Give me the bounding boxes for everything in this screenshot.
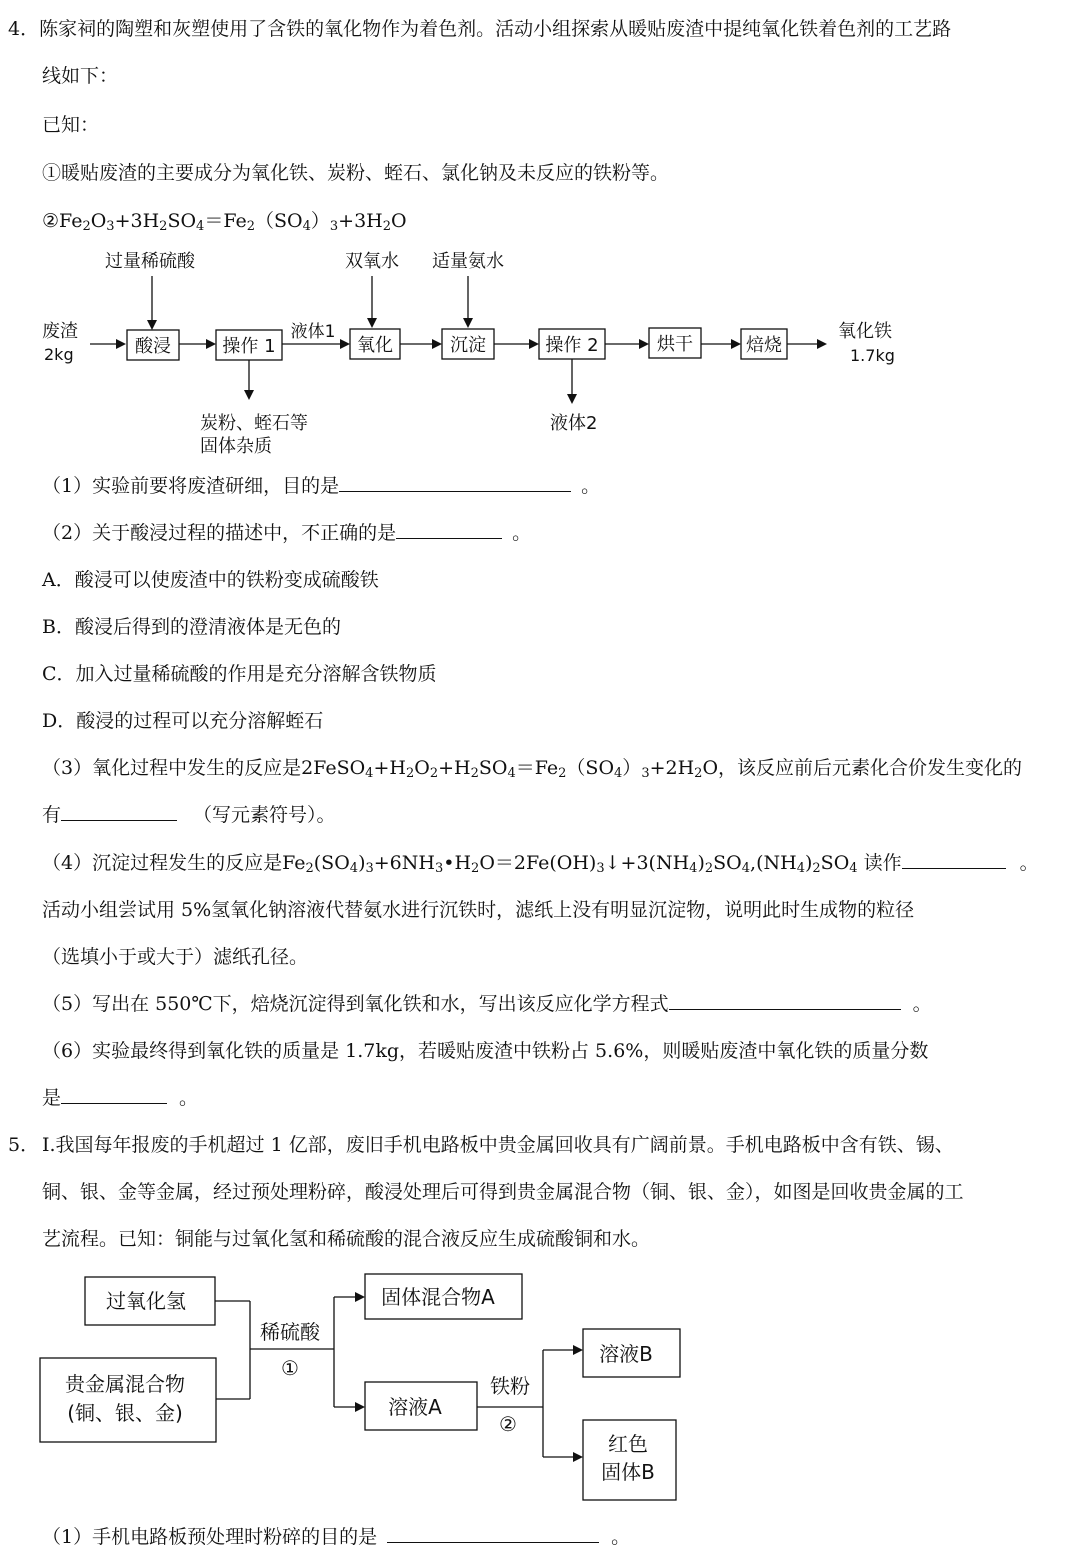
q4-reagent-ammonia: 适量氨水 bbox=[432, 251, 504, 272]
q4-intro-line2: 线如下： bbox=[42, 65, 119, 87]
q4-step-op1: 操作 1 bbox=[222, 336, 276, 357]
q4-output-mass: 1.7kg bbox=[850, 346, 895, 365]
q4-step-precipitation: 沉淀 bbox=[450, 335, 486, 356]
q5-box-solution-a-label: 溶液A bbox=[388, 1395, 442, 1419]
q4-known-2 bbox=[42, 208, 407, 234]
q4-part5-end: 。 bbox=[912, 993, 932, 1015]
q4-part5 bbox=[42, 991, 932, 1017]
q4-part1 bbox=[42, 473, 600, 499]
q4-part4-line3: （选填小于或大于）滤纸孔径。 bbox=[42, 946, 309, 968]
q4-part3-equation: $2FeSO_4+H_2O_2+H_2SO_4=Fe_2(SO_4)_3+2H_2O$ bbox=[301, 757, 719, 781]
q4-input-label: 废渣 bbox=[42, 321, 78, 342]
q5-box-solid-b-line2: 固体B bbox=[601, 1460, 655, 1484]
q4-part4-answer-blank[interactable] bbox=[902, 850, 1006, 869]
q4-part3-line2 bbox=[42, 802, 336, 828]
q4-reagent-acid: 过量稀硫酸 bbox=[105, 251, 195, 272]
q4-step-dry: 烘干 bbox=[657, 334, 693, 355]
q4-part4-line2: 活动小组尝试用 5%氢氧化钠溶液代替氨水进行沉铁时，滤纸上没有明显沉淀物，说明此时生成物的粒径 bbox=[42, 899, 915, 921]
q4-byproduct2: 液体2 bbox=[550, 413, 598, 434]
q4-known-label: 已知： bbox=[42, 114, 100, 136]
q4-part3-prefix: （3）氧化过程中发生的反应是 bbox=[42, 757, 302, 779]
q4-reagent-h2o2: 双氧水 bbox=[345, 251, 399, 272]
q4-part6-answer-blank[interactable] bbox=[61, 1085, 167, 1104]
q4-part4-line1 bbox=[42, 850, 1039, 876]
q4-part1-end: 。 bbox=[581, 475, 601, 497]
q4-part6-line2 bbox=[42, 1085, 198, 1111]
q4-part3-end: （写元素符号）。 bbox=[193, 804, 336, 826]
q5-flow-diagram bbox=[0, 1265, 1080, 1525]
q4-part2-answer-blank[interactable] bbox=[396, 520, 502, 539]
q5-box-solid-b-line1: 红色 bbox=[608, 1432, 648, 1456]
q4-part4-prefix: （4）沉淀过程发生的反应是 bbox=[42, 852, 283, 874]
q4-part6-line1: （6）实验最终得到氧化铁的质量是 1.7kg，若暖贴废渣中铁粉占 5.6%，则暖贴废渣中氧化铁的质量分数 bbox=[42, 1040, 929, 1062]
q5-part1-answer-blank[interactable] bbox=[387, 1524, 599, 1543]
q5-reagent-iron: 铁粉 bbox=[490, 1374, 530, 1398]
q4-step-acid-leach: 酸浸 bbox=[135, 336, 171, 357]
q5-box-solution-b-label: 溶液B bbox=[599, 1342, 653, 1366]
q5-box-solid-a-label: 固体混合物A bbox=[381, 1285, 495, 1309]
q5-box-metals-line1: 贵金属混合物 bbox=[65, 1372, 185, 1396]
q4-byproduct1-line2: 固体杂质 bbox=[200, 436, 272, 457]
q5-part1-text: （1）手机电路板预处理时粉碎的目的是 bbox=[42, 1526, 378, 1548]
q4-part2-end: 。 bbox=[512, 522, 532, 544]
q5-number: 5． bbox=[8, 1134, 40, 1156]
q4-part3-suffix: ，该反应前后元素化合价发生变化的 bbox=[718, 757, 1023, 779]
q4-part2-text: （2）关于酸浸过程的描述中，不正确的是 bbox=[42, 522, 397, 544]
q4-part2 bbox=[42, 520, 531, 546]
q4-option-b: B．酸浸后得到的澄清液体是无色的 bbox=[42, 616, 341, 638]
q4-step-roast: 焙烧 bbox=[746, 335, 782, 356]
q5-intro-line3: 艺流程。已知：铜能与过氧化氢和稀硫酸的混合液反应生成硫酸铜和水。 bbox=[42, 1228, 651, 1250]
q5-box-metals bbox=[40, 1358, 216, 1442]
q5-box-h2o2-label: 过氧化氢 bbox=[106, 1289, 186, 1313]
q4-part5-answer-blank[interactable] bbox=[669, 991, 901, 1010]
q5-part1-end: 。 bbox=[611, 1526, 631, 1548]
q4-part4-mid: 读作 bbox=[863, 852, 902, 874]
q5-intro-line2: 铜、银、金等金属，经过预处理粉碎，酸浸处理后可得到贵金属混合物（铜、银、金），如图是回收贵金属的工 bbox=[42, 1181, 964, 1203]
q4-input-mass: 2kg bbox=[44, 345, 74, 364]
q4-intro-text1: 陈家祠的陶塑和灰塑使用了含铁的氧化物作为着色剂。活动小组探索从暖贴废渣中提纯氧化铁着色剂的工艺路 bbox=[39, 18, 952, 40]
q4-part5-text: （5）写出在 550℃下，焙烧沉淀得到氧化铁和水，写出该反应化学方程式 bbox=[42, 993, 669, 1015]
q4-intro-line1 bbox=[8, 16, 951, 42]
q4-flow-diagram bbox=[0, 240, 1080, 460]
q5-step1-marker: ① bbox=[281, 1356, 299, 1380]
q4-option-a: A．酸浸可以使废渣中的铁粉变成硫酸铁 bbox=[42, 569, 379, 591]
q4-part3-start: 有 bbox=[42, 804, 62, 826]
q4-number: 4． bbox=[8, 18, 40, 40]
q4-part6-end: 。 bbox=[179, 1087, 199, 1109]
q5-intro-text1: Ⅰ.我国每年报废的手机超过 1 亿部，废旧手机电路板中贵金属回收具有广阔前景。手机电路板中含有铁、锡、 bbox=[42, 1134, 954, 1156]
q4-step-oxidation: 氧化 bbox=[357, 335, 393, 356]
q4-option-d: D．酸浸的过程可以充分溶解蛭石 bbox=[42, 710, 324, 732]
q5-intro-line1 bbox=[8, 1132, 954, 1158]
q4-part3-answer-blank[interactable] bbox=[61, 802, 177, 821]
q4-part1-text: （1）实验前要将废渣研细，目的是 bbox=[42, 475, 340, 497]
q4-liquid1-label: 液体1 bbox=[290, 322, 336, 342]
q5-box-metals-line2: (铜、银、金) bbox=[67, 1401, 183, 1425]
q4-byproduct1-line1: 炭粉、蛭石等 bbox=[200, 413, 308, 434]
q5-part1 bbox=[42, 1524, 630, 1550]
q5-reagent-acid: 稀硫酸 bbox=[260, 1320, 320, 1344]
q4-known-2-equation: $Fe_2O_3+3H_2SO_4=Fe_2(SO_4)_3+3H_2O$ bbox=[59, 210, 407, 234]
q4-option-c: C．加入过量稀硫酸的作用是充分溶解含铁物质 bbox=[42, 663, 437, 685]
q4-part4-equation: $Fe_2(SO_4)_3+6NH_3•H_2O=2Fe(OH)_3↓+3(NH_4)_2SO_4,(NH_4)_2SO_4$ bbox=[282, 852, 858, 876]
q4-output-label: 氧化铁 bbox=[838, 321, 892, 342]
q4-part6-start: 是 bbox=[42, 1087, 62, 1109]
q5-step2-marker: ② bbox=[499, 1412, 517, 1436]
q4-step-op2: 操作 2 bbox=[545, 335, 599, 356]
q4-known-1: ①暖贴废渣的主要成分为氧化铁、炭粉、蛭石、氯化钠及未反应的铁粉等。 bbox=[42, 162, 670, 184]
q4-part1-answer-blank[interactable] bbox=[339, 473, 571, 492]
q4-part4-end: 。 bbox=[1019, 852, 1039, 874]
q4-known-2-prefix: ② bbox=[42, 210, 60, 232]
q4-part3-line1 bbox=[42, 755, 1022, 781]
